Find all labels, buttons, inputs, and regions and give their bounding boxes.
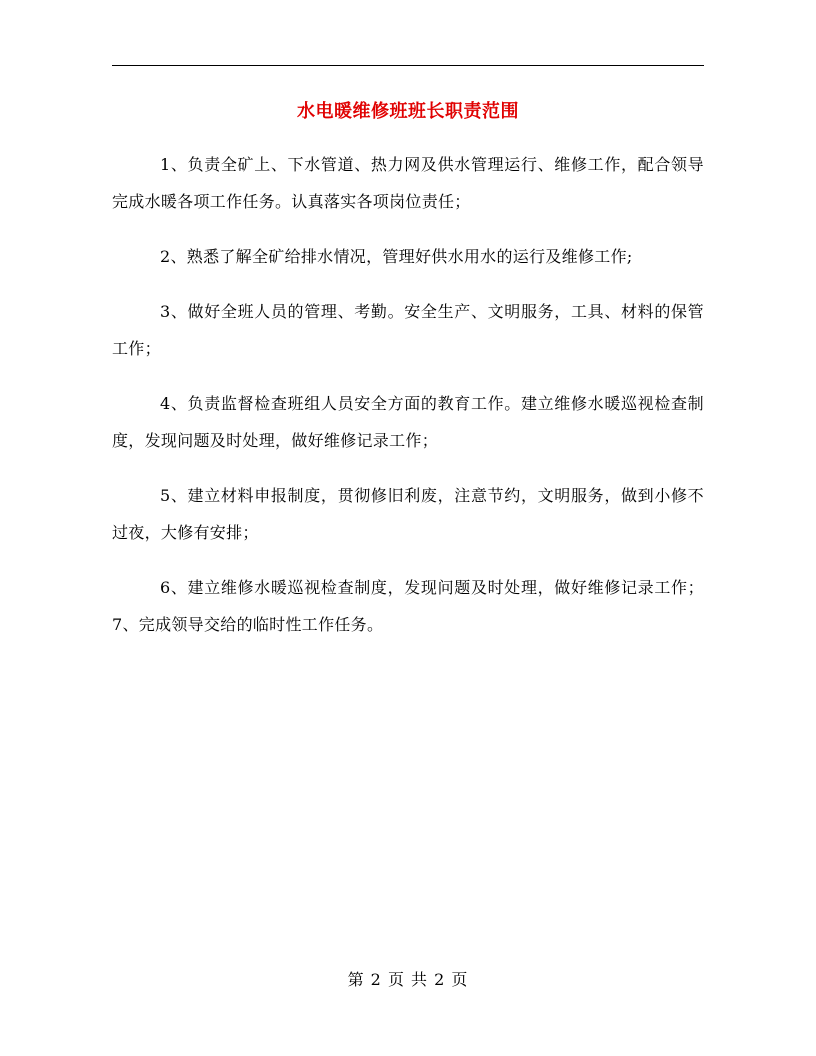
- header-rule: [112, 65, 704, 66]
- document-body: [112, 146, 704, 661]
- paragraph-6: 6、建立维修水暖巡视检查制度，发现问题及时处理，做好维修记录工作；7、完成领导交给的临时性工作任务。: [112, 578, 704, 634]
- page-number: 第 2 页 共 2 页: [347, 970, 469, 989]
- paragraph-4: 4、负责监督检查班组人员安全方面的教育工作。建立维修水暖巡视检查制度，发现问题及时处理，做好维修记录工作；: [112, 394, 704, 450]
- document-title: 水电暖维修班班长职责范围: [297, 101, 519, 122]
- paragraph-5: 5、建立材料申报制度，贯彻修旧利废，注意节约，文明服务，做到小修不过夜，大修有安排；: [112, 486, 704, 542]
- paragraph-1: 1、负责全矿上、下水管道、热力网及供水管理运行、维修工作，配合领导完成水暖各项工作任务。认真落实各项岗位责任；: [112, 155, 704, 211]
- paragraph-3: 3、做好全班人员的管理、考勤。安全生产、文明服务，工具、材料的保管工作；: [112, 302, 704, 358]
- paragraph-2: 2、熟悉了解全矿给排水情况，管理好供水用水的运行及维修工作;: [160, 247, 633, 266]
